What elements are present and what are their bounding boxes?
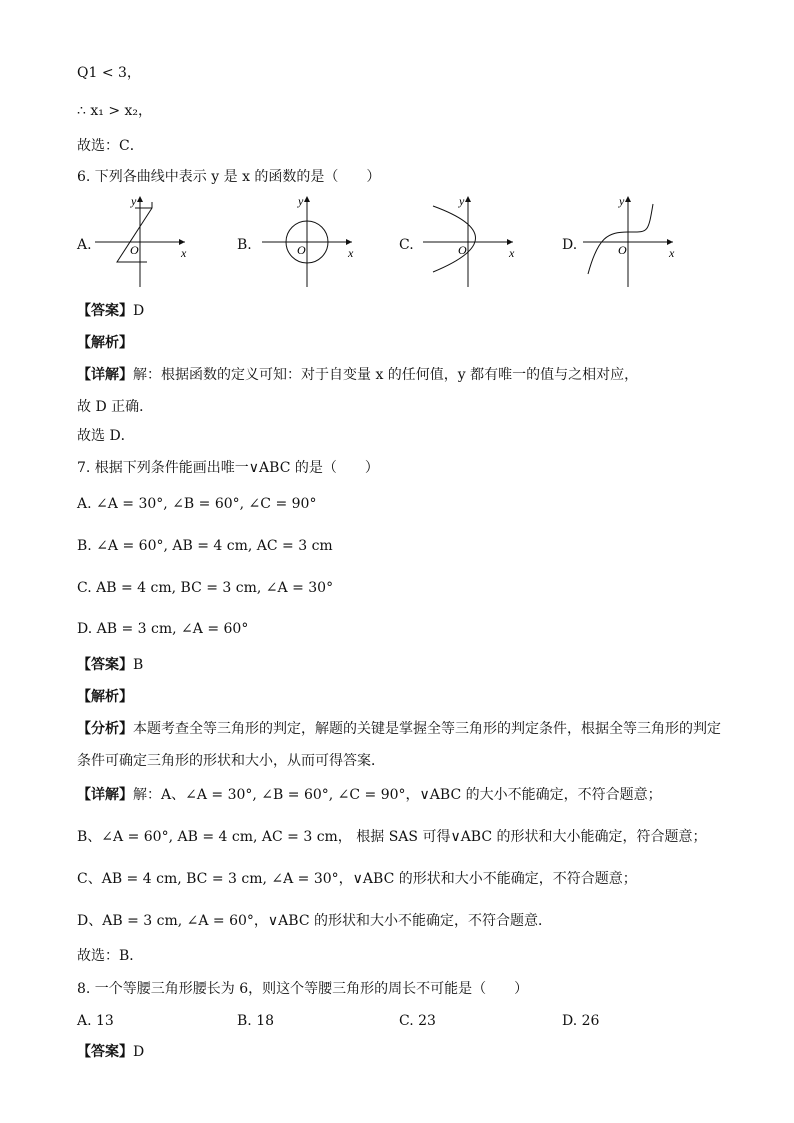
q7-fenxi bbox=[77, 720, 721, 738]
answer-value: B bbox=[133, 657, 144, 673]
fenxi-tag: 【分析】 bbox=[77, 721, 133, 737]
q8-answer bbox=[77, 1043, 144, 1061]
q7-fenxi-2: 条件可确定三角形的形状和大小，从而可得答案． bbox=[77, 753, 385, 769]
text-line: 故选：C． bbox=[77, 138, 144, 154]
answer-tag: 【答案】 bbox=[77, 303, 133, 319]
q6-choose: 故选 D． bbox=[77, 428, 135, 444]
q6-option-a-label: A. bbox=[77, 237, 92, 253]
origin-label: O bbox=[458, 243, 467, 257]
q7-detail-a bbox=[77, 786, 662, 804]
q8-option-b: B. 18 bbox=[237, 1013, 275, 1029]
x-axis-label: x bbox=[181, 246, 187, 260]
q7-choose: 故选：B． bbox=[77, 948, 144, 964]
answer-tag: 【答案】 bbox=[77, 1044, 133, 1060]
q6-option-b-label: B. bbox=[237, 237, 252, 253]
question-8: 8. 一个等腰三角形腰长为 6，则这个等腰三角形的周长不可能是（ ） bbox=[77, 981, 529, 997]
question-7: 7. 根据下列条件能画出唯一∨ABC 的是（ ） bbox=[77, 460, 379, 476]
q7-option-c: C. AB = 4 cm, BC = 3 cm, ∠A = 30° bbox=[77, 580, 334, 596]
q6-option-d-label: D. bbox=[562, 237, 578, 253]
q6-option-c-label: C. bbox=[399, 237, 414, 253]
q7-detail-d: D、AB = 3 cm, ∠A = 60°，∨ABC 的形状和大小不能确定，不符合题意． bbox=[77, 913, 552, 929]
answer-tag: 【答案】 bbox=[77, 657, 133, 673]
question-6: 6. 下列各曲线中表示 y 是 x 的函数的是（ ） bbox=[77, 169, 381, 185]
graph-b bbox=[262, 192, 382, 292]
q8-option-a: A. 13 bbox=[77, 1013, 114, 1029]
detail-tag: 【详解】 bbox=[77, 367, 133, 383]
y-axis-label: y bbox=[298, 194, 304, 208]
x-axis-label: x bbox=[509, 246, 515, 260]
origin-label: O bbox=[618, 243, 627, 257]
answer-value: D bbox=[133, 303, 145, 319]
x-axis-label: x bbox=[348, 246, 354, 260]
q6-analysis-tag: 【解析】 bbox=[77, 335, 133, 351]
q6-answer bbox=[77, 302, 144, 320]
y-axis-label: y bbox=[131, 194, 137, 208]
graph-c bbox=[423, 192, 543, 292]
origin-label: O bbox=[297, 243, 306, 257]
q7-detail-c: C、AB = 4 cm, BC = 3 cm, ∠A = 30°，∨ABC 的形状和大小不能确定，不符合题意； bbox=[77, 871, 637, 887]
fenxi-text: 本题考查全等三角形的判定，解题的关键是掌握全等三角形的判定条件，根据全等三角形的判定 bbox=[133, 721, 721, 737]
q7-option-b: B. ∠A = 60°, AB = 4 cm, AC = 3 cm bbox=[77, 538, 333, 554]
x-axis-label: x bbox=[669, 246, 675, 260]
y-axis-label: y bbox=[619, 194, 625, 208]
q7-detail-b: B、∠A = 60°, AB = 4 cm, AC = 3 cm， 根据 SAS 可得∨ABC 的形状和大小能确定，符合题意； bbox=[77, 829, 707, 845]
detail-tag: 【详解】 bbox=[77, 787, 133, 803]
q7-option-d: D. AB = 3 cm, ∠A = 60° bbox=[77, 621, 249, 637]
q6-detail-2: 故 D 正确． bbox=[77, 399, 154, 415]
origin-label: O bbox=[130, 243, 139, 257]
q6-detail bbox=[77, 366, 638, 384]
graph-a bbox=[95, 192, 215, 292]
graph-d bbox=[583, 192, 703, 292]
q7-analysis-tag: 【解析】 bbox=[77, 689, 133, 705]
text-line: Q1 < 3， bbox=[77, 65, 141, 81]
q8-option-c: C. 23 bbox=[399, 1013, 436, 1029]
y-axis-label: y bbox=[459, 194, 465, 208]
q7-option-a: A. ∠A = 30°, ∠B = 60°, ∠C = 90° bbox=[77, 496, 317, 512]
text-line: ∴ x₁ > x₂， bbox=[77, 103, 153, 119]
q8-option-d: D. 26 bbox=[562, 1013, 600, 1029]
detail-text: 解：根据函数的定义可知：对于自变量 x 的任何值，y 都有唯一的值与之相对应， bbox=[133, 367, 639, 383]
detail-text: 解：A、∠A = 30°, ∠B = 60°, ∠C = 90°，∨ABC 的大小不能确定，不符合题意； bbox=[133, 787, 662, 803]
answer-value: D bbox=[133, 1044, 145, 1060]
q7-answer bbox=[77, 656, 143, 674]
